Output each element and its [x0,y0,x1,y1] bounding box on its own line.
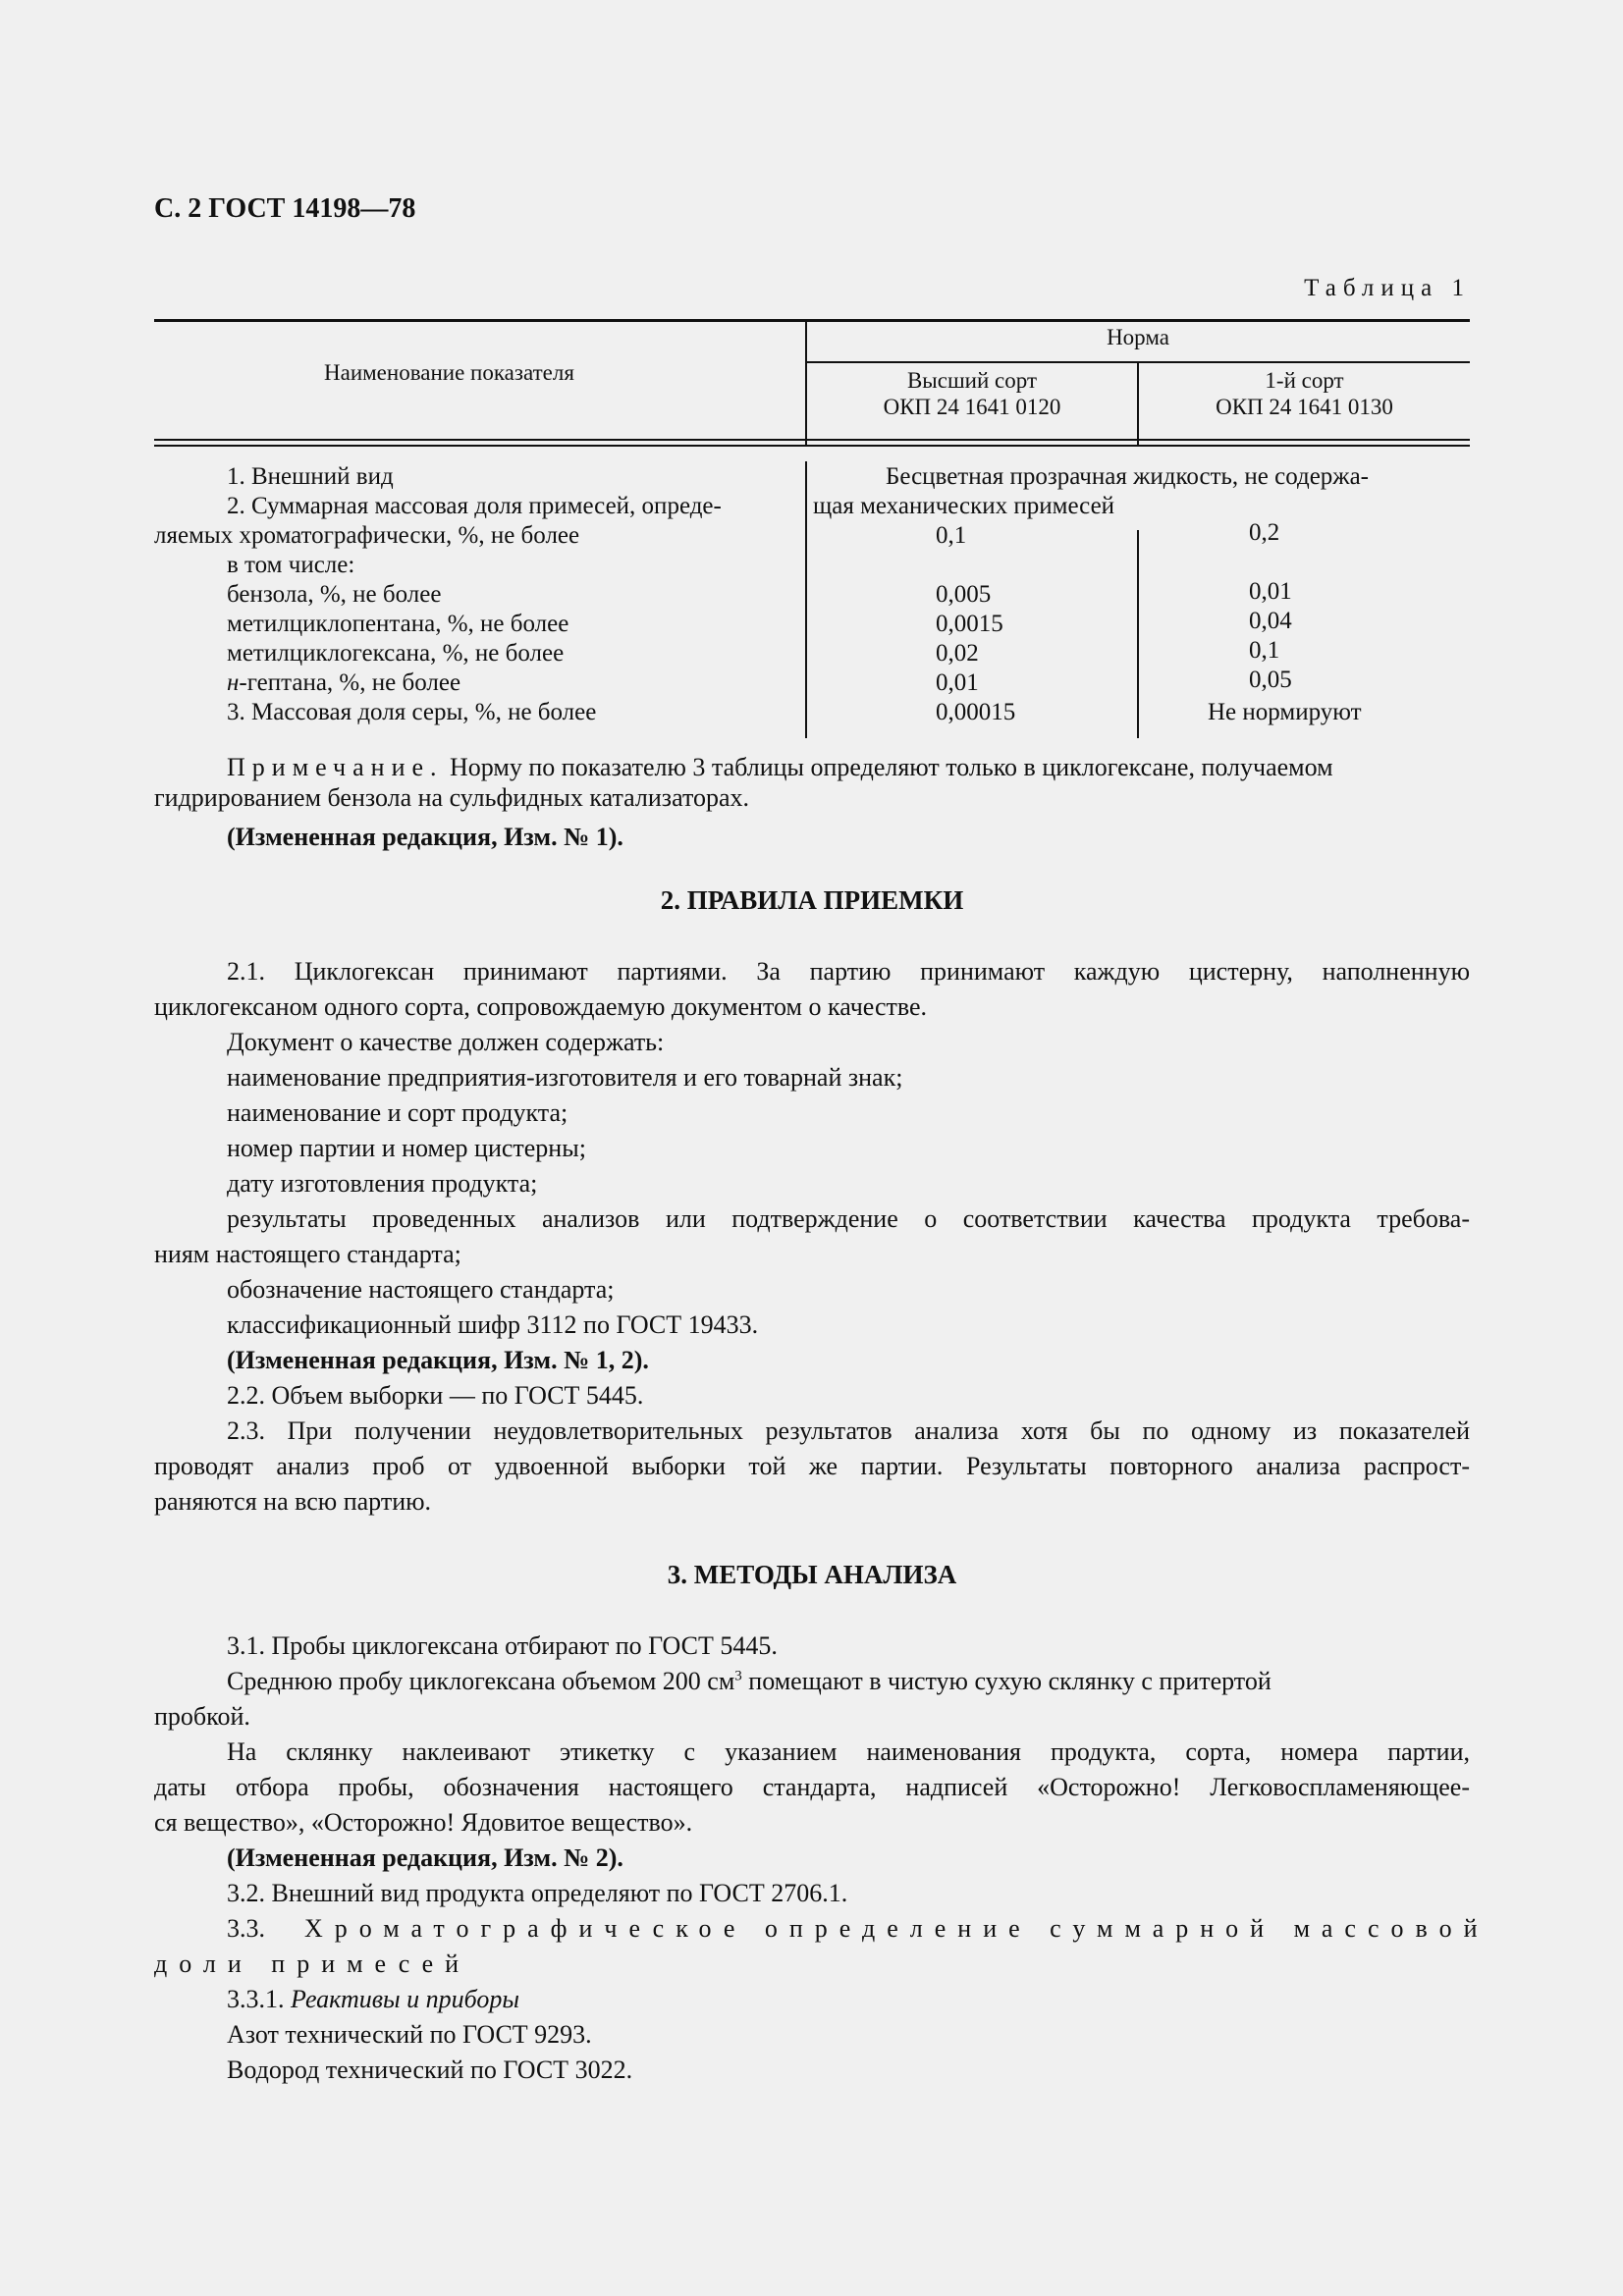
benzene-first-value: 0,01 [1249,578,1292,605]
s3-reagent-hydrogen: Водород технический по ГОСТ 3022. [227,2056,633,2084]
s3-p331-title: Реактивы и приборы [291,1985,519,2013]
col-header-top-grade: Высший сорт [906,368,1038,393]
s2-item6: обозначение настоящего стандарта; [227,1275,615,1304]
s3-p32: 3.2. Внешний вид продукта определяют по ГОСТ 2706.1. [227,1879,848,1907]
impurities-first-value: 0,2 [1249,519,1280,546]
s2-p1-line2: циклогексаном одного сорта, сопровождаемую документом о качестве. [154,992,928,1021]
s3-p31b-end: помещают в чистую сухую склянку с притертой [741,1667,1271,1695]
s2-item5-line2: ниям настоящего стандарта; [154,1240,461,1268]
s3-p31c-line2: даты отбора пробы, обозначения настоящего стандарта, надписей «Осторожно! Легковоспламеняющее- [154,1773,1470,1801]
row-impurities-name-b: ляемых хроматографически, %, не более [154,522,580,549]
heptane-first-value: 0,05 [1249,667,1292,693]
appearance-value-line2: щая механических примесей [813,493,1115,519]
row-impurities-name-a: 2. Суммарная массовая доля примесей, опреде- [227,493,722,519]
s2-item3: номер партии и номер цистерны; [227,1134,586,1162]
sulfur-first-value: Не нормируют [1208,699,1362,725]
table-top-rule [154,319,1470,322]
s3-p33-line2: доли примесей [154,1949,471,1978]
col-header-first-grade: 1-й сорт [1265,368,1344,393]
row-mch-name: метилциклогексана, %, не более [227,640,565,667]
page-header: С. 2 ГОСТ 14198—78 [154,193,416,224]
s2-p23-line2: проводят анализ проб от удвоенной выборки той же партии. Результаты повторного анализа распрост- [154,1452,1470,1480]
mcp-first-value: 0,04 [1249,608,1292,634]
row-sulfur-name: 3. Массовая доля серы, %, не более [227,699,597,725]
s3-p31c-line1: На склянку наклеивают этикетку с указанием наименования продукта, сорта, номера партии, [227,1737,1470,1766]
benzene-top-value: 0,005 [936,581,992,608]
row-appearance-name: 1. Внешний вид [227,463,394,490]
s2-p23-line1: 2.3. При получении неудовлетворительных результатов анализа хотя бы по одному из показателей [227,1416,1470,1445]
s2-item1: наименование предприятия-изготовителя и его товарнай знак; [227,1063,903,1092]
table-header-rule-2 [154,445,1470,447]
section3-title: 3. МЕТОДЫ АНАЛИЗА [667,1560,957,1589]
s3-p33-line1 [227,1914,1489,1944]
s3-p331 [227,1985,519,2014]
s3-p33-number: 3.3. [227,1914,265,1943]
table-caption: Таблица 1 [1304,275,1471,301]
impurities-top-value: 0,1 [936,522,967,549]
s3-p31c-line3: ся вещество», «Осторожно! Ядовитое вещество». [154,1808,693,1837]
mch-top-value: 0,02 [936,640,979,667]
note-label: Примечание. [227,753,444,781]
note-line2: гидрированием бензола на сульфидных катализаторах. [154,783,749,812]
table-header-rule-1 [154,439,1470,441]
table-body-divider-main [805,461,807,738]
mcp-top-value: 0,0015 [936,611,1003,637]
col-header-norm: Норма [1107,325,1169,349]
s2-item7: классификационный шифр 3112 по ГОСТ 19433. [227,1310,759,1339]
section2-title: 2. ПРАВИЛА ПРИЕМКИ [660,885,964,915]
s3-p31b-start: Среднюю пробу циклогексана объемом 200 см [227,1667,735,1695]
note-line1 [227,753,1333,782]
s3-p31b-line1 [227,1667,1470,1696]
s2-item2: наименование и сорт продукта; [227,1098,568,1127]
s2-doc-intro: Документ о качестве должен содержать: [227,1028,665,1056]
s3-reagent-nitrogen: Азот технический по ГОСТ 9293. [227,2020,592,2049]
row-mcp-name: метилциклопентана, %, не более [227,611,569,637]
s3-p31b-superscript: 3 [734,1668,742,1684]
note-text: Норму по показателю 3 таблицы определяют только в циклогексане, получаемом [450,753,1333,781]
col-header-first-grade-code: ОКП 24 1641 0130 [1216,395,1393,419]
s3-p331-number: 3.3.1. [227,1985,285,2013]
appearance-value-line1: Бесцветная прозрачная жидкость, не содержа- [886,463,1370,490]
s2-p22: 2.2. Объем выборки — по ГОСТ 5445. [227,1381,644,1410]
s3-p31: 3.1. Пробы циклогексана отбирают по ГОСТ 5445. [227,1631,778,1660]
row-benzene-name: бензола, %, не более [227,581,442,608]
col-header-top-grade-code: ОКП 24 1641 0120 [883,395,1061,419]
heptane-name: -гептана, %, не более [239,669,461,696]
mch-first-value: 0,1 [1249,637,1280,664]
note-changed: (Измененная редакция, Изм. № 1). [227,823,623,851]
s3-p31b-text [227,1667,1271,1696]
s2-item5-line1: результаты проведенных анализов или подтверждение о соответствии качества продукта требова- [227,1204,1470,1233]
s2-p23-line3: раняются на всю партию. [154,1487,432,1516]
s3-changed: (Измененная редакция, Изм. № 2). [227,1843,623,1872]
heptane-top-value: 0,01 [936,669,979,696]
s3-p33-title: Хроматографическое определение суммарной массовой [304,1914,1489,1943]
s3-p31b-line2: пробкой. [154,1702,250,1731]
row-including: в том числе: [227,552,355,578]
table-body-divider-grades [1137,530,1139,738]
s2-p1-line1: 2.1. Циклогексан принимают партиями. За партию принимают каждую цистерну, наполненную [227,957,1470,986]
row-heptane-name [227,669,460,697]
s2-item4: дату изготовления продукта; [227,1169,538,1198]
heptane-prefix: н [227,669,240,696]
sulfur-top-value: 0,00015 [936,699,1016,725]
col-header-name: Наименование показателя [324,360,574,385]
s2-changed: (Измененная редакция, Изм. № 1, 2). [227,1346,649,1374]
